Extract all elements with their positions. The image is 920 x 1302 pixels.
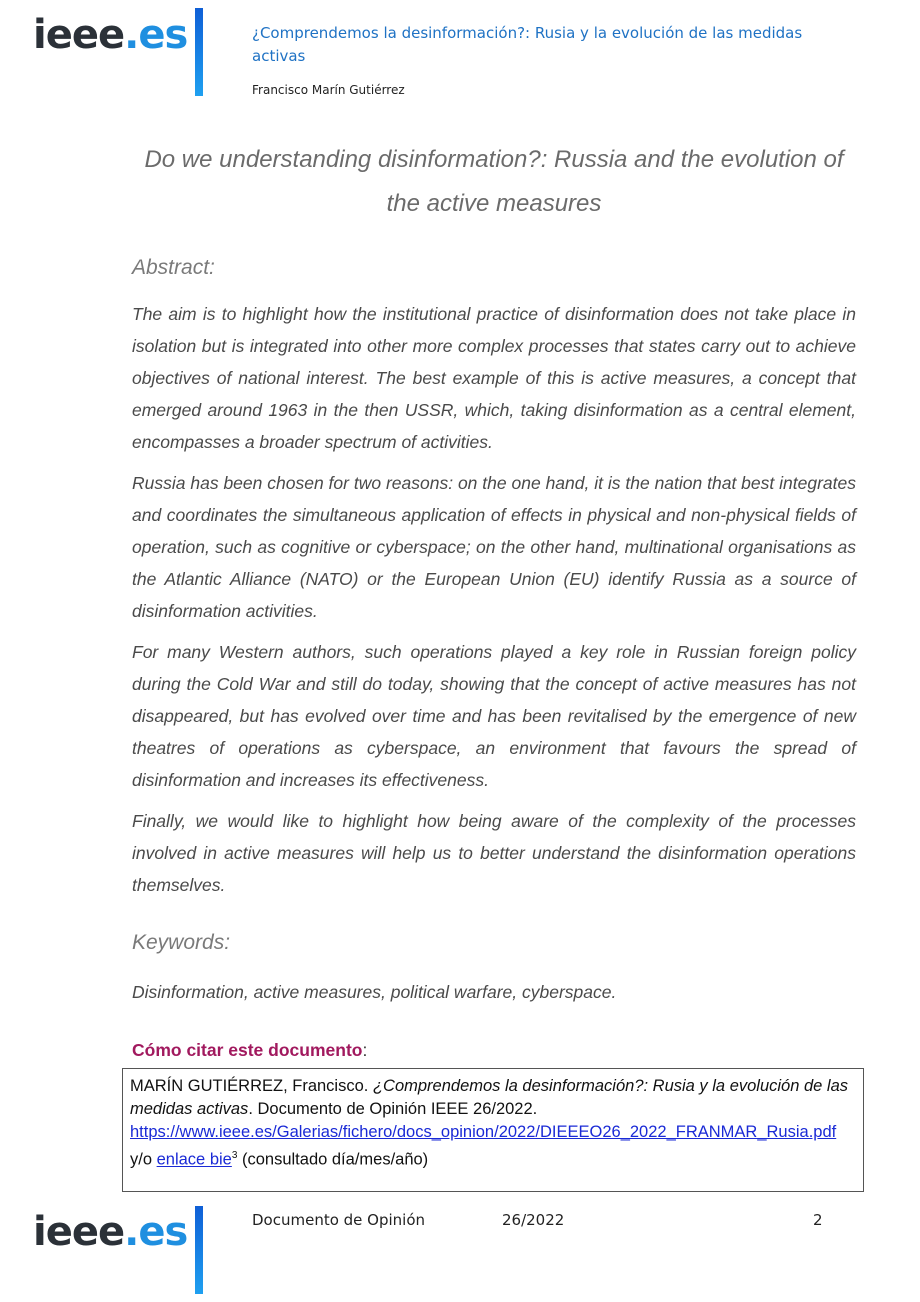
abstract-heading: Abstract: xyxy=(132,256,215,279)
abstract-paragraph: Finally, we would like to highlight how being aware of the complexity of the processes involved in active measures will help us to better understand the disinformation operations themselves. xyxy=(132,811,856,895)
header-accent-bar xyxy=(195,8,203,96)
header-document-title: ¿Comprendemos la desinformación?: Rusia y la evolución de las medidas activas xyxy=(252,24,803,65)
citation-title: ¿Comprendemos la desinformación?: Rusia y la evolución de las medidas activas xyxy=(130,1077,849,1118)
abstract-paragraph: The aim is to highlight how the institutional practice of disinformation does not take place in isolation but is integrated into other more complex processes that states carry out to achieve objectives of national interest. The best example of this is active measures, a concept that emerged around 1963 in the then USSR, which, taking disinformation as a central element, encompasses a broader spectrum of activities. xyxy=(132,304,856,452)
footer-page-number: 2 xyxy=(813,1211,823,1229)
citation-heading-text: Cómo citar este documento xyxy=(132,1040,363,1060)
article-title: Do we understanding disinformation?: Russia and the evolution of the active measures xyxy=(144,146,844,217)
keywords-heading: Keywords: xyxy=(132,931,231,954)
citation-bie-link[interactable]: enlace bie xyxy=(156,1150,232,1169)
footer-doc-number: 26/2022 xyxy=(502,1211,565,1229)
header-author: Francisco Marín Gutiérrez xyxy=(252,83,405,97)
citation-url-link[interactable]: https://www.ieee.es/Galerias/fichero/docs_opinion/2022/DIEEEO26_2022_FRANMAR_Rusia.pdf xyxy=(130,1123,837,1141)
citation-consulted: (consultado día/mes/año) xyxy=(237,1150,429,1169)
abstract-paragraph: Russia has been chosen for two reasons: on the one hand, it is the nation that best integrates and coordinates the simultaneous application of effects in physical and non-physical fields of operation, such as cognitive or cyberspace; on the other hand, multinational organisations as the Atlantic Alliance (NATO) or the European Union (EU) identify Russia as a source of disinformation activities. xyxy=(132,473,856,621)
footer-doc-type: Documento de Opinión xyxy=(252,1211,426,1229)
citation-or-text: y/o xyxy=(130,1150,157,1169)
citation-author: MARÍN GUTIÉRREZ, Francisco. xyxy=(130,1077,373,1095)
citation-heading xyxy=(132,1040,367,1061)
citation-heading-colon: : xyxy=(362,1040,368,1060)
footnote-ref[interactable]: 3 xyxy=(231,1150,238,1161)
citation-box xyxy=(122,1068,864,1192)
citation-doc-info: . Documento de Opinión IEEE 26/2022. xyxy=(248,1100,538,1118)
abstract-body xyxy=(132,298,856,910)
header-logo: ieee.es xyxy=(33,12,188,58)
abstract-paragraph: For many Western authors, such operations played a key role in Russian foreign policy during the Cold War and still do today, showing that the concept of active measures has not disappeared, but has evolved over time and has been revitalised by the emergence of new theatres of operations as cyberspace, an environment that favours the spread of disinformation and increases its effectiveness. xyxy=(132,642,856,790)
keywords-text: Disinformation, active measures, political warfare, cyberspace. xyxy=(132,982,617,1002)
footer-logo: ieee.es xyxy=(33,1209,188,1255)
footer-accent-bar xyxy=(195,1206,203,1294)
